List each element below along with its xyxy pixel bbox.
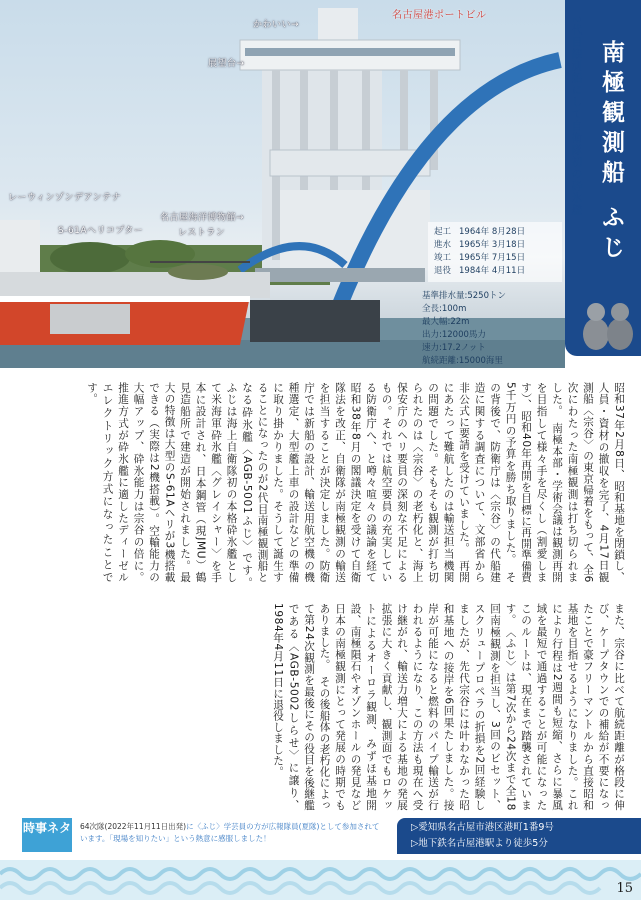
photo-label-observatory: 展望台→ xyxy=(208,59,245,69)
date-label: 退役 xyxy=(434,266,452,276)
date-value: 1965年 3月18日 xyxy=(459,240,526,250)
spec-item: 基準排水量:5250トン xyxy=(422,291,506,301)
article-title: 南極観測船 ふじ xyxy=(598,40,624,266)
spec-item: 航続距離:15000海里 xyxy=(422,356,503,366)
photo-label-port-building: 名古屋港ポートビル xyxy=(392,10,487,21)
photo-label-kawaii: かわいい→ xyxy=(253,20,300,30)
sled-dogs-statue-icon xyxy=(578,292,638,352)
date-value: 1965年 7月15日 xyxy=(459,253,526,263)
ship-specs xyxy=(422,290,562,368)
article-body-bottom: また、宗谷に比べて航続距離が格段に伸び、ケープタウンでの補給が不要になったことで豪フリーマントルから直接昭和基地を目指せるようになりました。これにより行程は2週間も短縮、さらに暴風域を最短で通過することが可能になったこのルートは、現在まで踏襲されています。 〈ふじ〉は第7次から24次まで全18回南極観測を担当し、3回のビセット、スクリュープロペラの折損を2回経験しましたが、先代宗谷には叶わなかった昭和基地への接岸を6回果たしました。接岸が可能になると燃料のパイプ輸送が行われるようになり、この方法も現在へ受け継がれ、輸送力増大による基地の発展拡張に大きく貢献し、観測面でもロケットによるオーロラ観測、みずほ基地開設、南極隕石やオゾンホールの発見など日本の南極観測にとって発展の時期でもありました。 その後船体の老朽化によって第24次観測を最後にその役目を後継艦である〈AGB-5002しらせ〉に譲り、1984年4月11日に退役しました。 xyxy=(272,603,625,811)
spec-item: 全長:100m xyxy=(422,304,467,314)
date-row xyxy=(434,252,556,265)
date-label: 進水 xyxy=(434,240,452,250)
date-label: 起工 xyxy=(434,227,452,237)
ship-dates xyxy=(428,222,562,282)
date-row xyxy=(434,239,556,252)
hero-photo xyxy=(0,0,565,368)
date-row xyxy=(434,226,556,239)
article-subtitle: 2代目観測船にして自衛隊初の砕氷艦 xyxy=(570,16,583,216)
spec-item: 最大幅:22m xyxy=(422,317,470,327)
news-date: (2022年11月11日出発) xyxy=(104,822,187,831)
news-main: に〈ふじ〉学芸員の方が広報隊員(夏隊)として参加されています。「現場を知りたい」という熱意に感服しました！ xyxy=(80,822,380,843)
date-label: 竣工 xyxy=(434,253,452,263)
article-body-top: 昭和37年2月8日、昭和基地を閉鎖し、人員・資材の撤収を完了、4月17日観測船〈宗谷〉の東京帰着をもって、全6次にわたった南極観測は打ち切られました。 南極本部・学術会議は観測再開を目指して様々手を尽くし（割愛します）、昭和40年再開を目標に再開準備費5千万円の予算を勝ち取りました。 その背後で、防衛庁は〈宗谷〉の代船建造に関する調査について、文部省から非公式に要請を受けていました。 再開にあたって難航したのは輸送担当機関の問題でした。そもそも観測が打ち切られたのは〈宗谷〉の老朽化と、海上保安庁のヘリ要員の深刻な不足によるもの。それでは航空要員の充実している防衛庁へ、と噂々喧々の議論を経て昭和38年8月の閣議決定を受けて自衛隊法を改正、自衛隊が南極観測の輸送を担当することが決定しました。防衛庁では新船の設計、輸送用航空機の機種選定、大型艦上車の設計などの準備に取り掛かりました。そうして誕生することになったのが2代目南極観測船となる砕氷艦〈AGB-5001ふじ〉です。 ふじは海上自衛隊初の本格砕氷艦として米海軍砕氷艦〈グレイシャー〉を手本に設計され、日本鋼管（現JMU）鶴見造船所で建造が開始されました。最大の特徴は大型のS-61Aヘリが3機搭載できる（実際は2機搭載）。空輸能力の大幅アップ、砕氷能力は宗谷の倍に。推進方式が砕氷艦に適したディーゼルエレクトリック方式になったことです。 xyxy=(86,382,625,583)
ship-spec-box xyxy=(422,222,562,368)
address-text: ▷愛知県名古屋市港区港町1番9号 xyxy=(411,822,554,833)
photo-label-restaurant: レストラン xyxy=(178,228,226,238)
page-number: 15 xyxy=(616,881,633,896)
photo-label-helicopter: S-61Aヘリコプター xyxy=(58,226,144,236)
photo-label-antenna: レーウィンゾンデアンテナ xyxy=(8,193,122,203)
photo-label-museum: 名古屋海洋博物館→ xyxy=(160,213,245,223)
access-info-box xyxy=(397,818,641,854)
spec-item: 出力:12000馬力 xyxy=(422,330,486,340)
date-value: 1984年 4月11日 xyxy=(459,266,526,276)
date-row xyxy=(434,265,556,278)
news-badge: 時事ネタ xyxy=(22,818,72,852)
date-value: 1964年 8月28日 xyxy=(459,227,526,237)
access-text: ▷地下鉄名古屋港駅より徒歩5分 xyxy=(411,838,548,849)
news-prefix: 64次隊 xyxy=(80,822,105,831)
bottom-wave-decoration xyxy=(0,860,641,900)
spec-item: 速力:17.2ノット xyxy=(422,343,486,353)
news-text xyxy=(80,821,380,845)
